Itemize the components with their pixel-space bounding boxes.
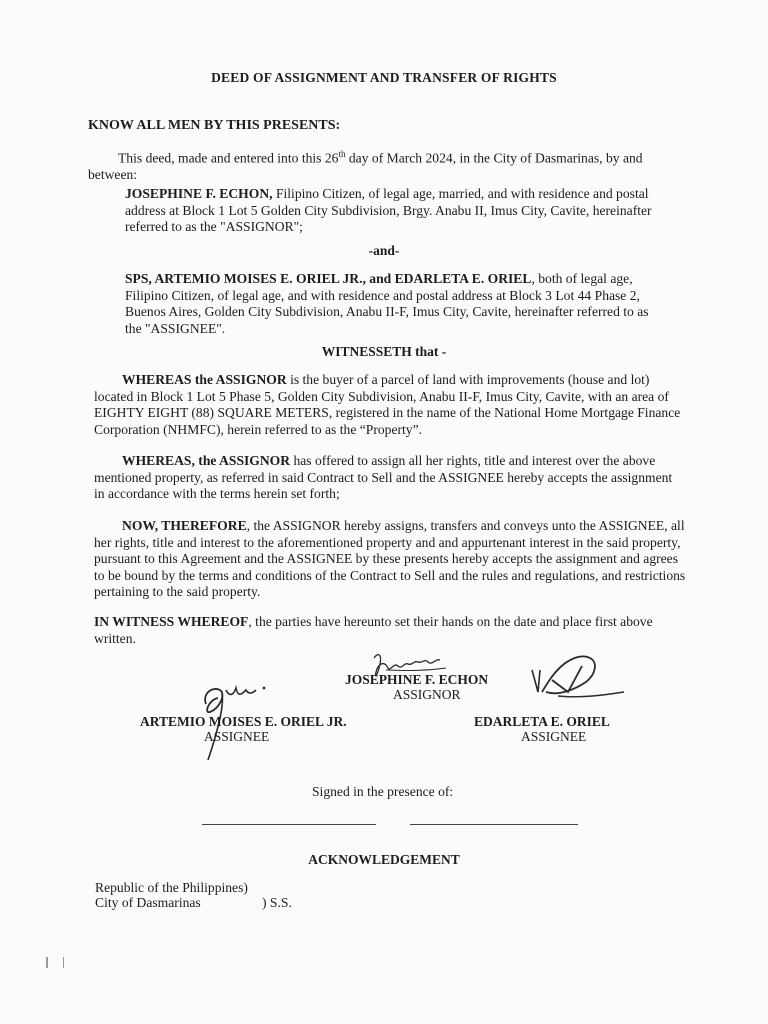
intro-paragraph: This deed, made and entered into this 26th day of March 2024, in the City of Dasmarinas, by and between: <box>88 149 643 183</box>
witnesseth-heading: WITNESSETH that - <box>321 344 447 359</box>
venue-country: Republic of the Philippines) <box>95 880 248 895</box>
know-all-heading: KNOW ALL MEN BY THIS PRESENTS: <box>88 118 341 133</box>
assignee2-signature-mark <box>528 652 628 704</box>
assignee1-role-label: ASSIGNEE <box>204 729 270 744</box>
witness-signature-line-right <box>410 824 578 825</box>
assignee2-signatory-name: EDARLETA E. ORIEL <box>474 714 610 729</box>
and-separator: -and- <box>368 243 400 258</box>
assignor-role-label: ASSIGNOR <box>393 687 461 702</box>
acknowledgement-heading: ACKNOWLEDGEMENT <box>308 852 460 867</box>
signed-presence-label: Signed in the presence of: <box>312 784 454 799</box>
assignee1-signatory-name: ARTEMIO MOISES E. ORIEL JR. <box>140 714 347 729</box>
whereas-offer-paragraph: WHEREAS, the ASSIGNOR has offered to assign all her rights, title and interest over the above mentioned property, as referred in said Contract to Sell and the ASSIGNEE hereby accepts the assignment in accordance with the terms herein set forth; <box>94 453 673 502</box>
assignor-party-paragraph: JOSEPHINE F. ECHON, Filipino Citizen, of legal age, married, and with residence and postal address at Block 1 Lot 5 Golden City Subdivision, Brgy. Anabu II, Imus City, Cavite, hereinafter referred to as the "ASSIGNOR"; <box>125 186 652 235</box>
scan-edge-mark <box>63 957 64 968</box>
now-therefore-paragraph: NOW, THEREFORE, the ASSIGNOR hereby assigns, transfers and conveys unto the ASSIGNEE, all her rights, title and interest to the aforementioned property and and appurtenant interest in the said property, pursuant to this Agreement and the ASSIGNEE by these presents hereby accepts the assignment and agrees to be bound by the terms and conditions of the Contract to Sell and the rules and regulations, and restrictions pertaining to the said property. <box>94 518 686 600</box>
venue-ss: ) S.S. <box>262 895 292 910</box>
scan-edge-mark <box>46 957 48 968</box>
assignor-signatory-name: JOSEPHINE F. ECHON <box>345 672 489 687</box>
venue-city: City of Dasmarinas <box>95 895 201 910</box>
whereas-property-paragraph: WHEREAS the ASSIGNOR is the buyer of a parcel of land with improvements (house and lot) located in Block 1 Lot 5 Phase 5, Golden City Subdivision, Anabu II-F, Imus City, Cavite, with an area of EIGHTY EIGHT (88) SQUARE METERS, registered in the name of the National Home Mortgage Finance Corporation (NHMFC), herein referred to as the “Property”. <box>94 372 681 437</box>
assignee-party-paragraph: SPS, ARTEMIO MOISES E. ORIEL JR., and EDARLETA E. ORIEL, both of legal age, Filipino Citizen, of legal age, and with residence and postal address at Block 3 Lot 44 Phase 2, Buenos Aires, Golden City Subdivision, Anabu II-F, Imus City, Cavite, hereinafter referred to as the "ASSIGNEE". <box>125 271 649 336</box>
in-witness-paragraph: IN WITNESS WHEREOF, the parties have hereunto set their hands on the date and place first above written. <box>94 614 653 646</box>
assignee2-role-label: ASSIGNEE <box>521 729 587 744</box>
document-title: DEED OF ASSIGNMENT AND TRANSFER OF RIGHTS <box>211 70 557 85</box>
witness-signature-line-left <box>202 824 376 825</box>
